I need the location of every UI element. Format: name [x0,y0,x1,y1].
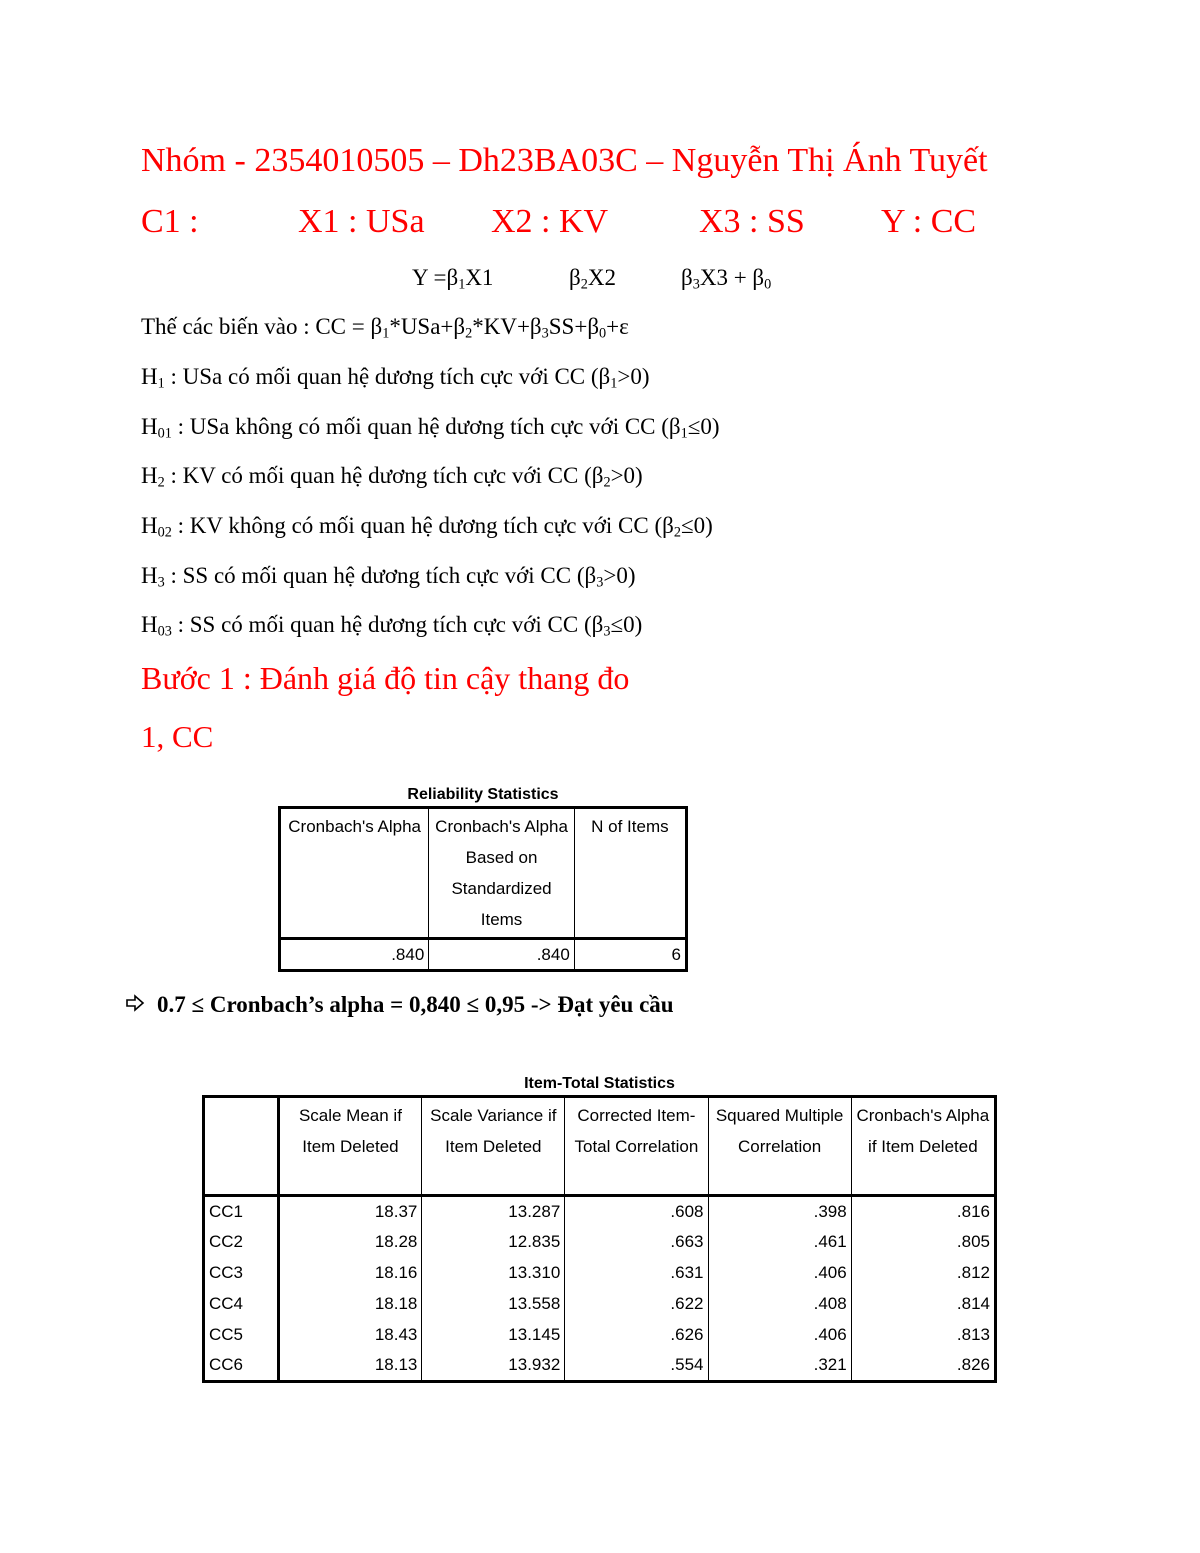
col-scale-mean: Scale Mean if Item Deleted [278,1097,422,1196]
table-cell: 18.43 [278,1320,422,1351]
row-label: CC4 [204,1289,279,1320]
section-heading: 1, CC [141,719,214,754]
hypothesis-h03: $H_{03}$ : SS có mối quan hệ dương tích cực với CC $(\beta_3\le 0)$ [141,612,643,640]
table-row [204,1258,996,1289]
table-cell: 18.37 [278,1196,422,1227]
arrow-right-icon [125,992,145,1018]
regression-equation [0,265,1200,297]
equation-term-1: $Y =\beta_1X1$ [412,265,494,293]
table-cell: .663 [565,1227,708,1258]
col-alpha-if-deleted: Cronbach's Alpha if Item Deleted [851,1097,995,1196]
table-cell: .826 [851,1351,995,1382]
equation-term-3: $\beta_3X3 + \beta_0$ [681,265,772,293]
row-label: CC5 [204,1320,279,1351]
col-item [204,1097,279,1196]
table-row [204,1289,996,1320]
table-row [204,1196,996,1227]
x3-variable: X3 : SS [699,203,805,240]
table-cell: 13.932 [422,1351,565,1382]
table-cell: .813 [851,1320,995,1351]
col-cronbach-alpha: Cronbach's Alpha [280,808,429,939]
table-cell: 13.558 [422,1289,565,1320]
value-n-items: 6 [574,939,686,971]
table-cell: .626 [565,1320,708,1351]
col-n-items: N of Items [574,808,686,939]
reliability-table [278,806,688,972]
col-scale-variance: Scale Variance if Item Deleted [422,1097,565,1196]
hypothesis-h01: $H_{01}$ : USa không có mối quan hệ dương tích cực với CC $(\beta_1\le 0)$ [141,414,720,442]
conclusion-text: 0.7 ≤ Cronbach’s alpha = 0,840 ≤ 0,95 -> Đạt yêu cầu [157,992,674,1017]
table-row [204,1227,996,1258]
table-cell: .461 [708,1227,851,1258]
hypothesis-h3: $H_3$ : SS có mối quan hệ dương tích cực với CC $(\beta_3>0)$ [141,563,636,591]
table-cell: .816 [851,1196,995,1227]
table-cell: .814 [851,1289,995,1320]
col-squared-multiple: Squared Multiple Correlation [708,1097,851,1196]
reliability-table-title: Reliability Statistics [407,786,559,803]
table-cell: .321 [708,1351,851,1382]
document-title: Nhóm - 2354010505 – Dh23BA03C – Nguyễn Thị Ánh Tuyết [141,142,988,179]
table-cell: 13.145 [422,1320,565,1351]
equation-term-2: $\beta_2X2$ [569,265,616,293]
value-cronbach-alpha: .840 [280,939,429,971]
table-row [204,1351,996,1382]
table-cell: .406 [708,1320,851,1351]
table-cell: 12.835 [422,1227,565,1258]
substitution-line: Thế các biến vào : CC = $\beta_1*USa+\beta_2*KV+\beta_3SS+\beta_0+\varepsilon$ [141,314,629,342]
hypothesis-h2: $H_2$ : KV có mối quan hệ dương tích cực với CC $(\beta_2>0)$ [141,463,643,491]
table-cell: .631 [565,1258,708,1289]
table-cell: .622 [565,1289,708,1320]
table-row [204,1320,996,1351]
table-cell: 13.310 [422,1258,565,1289]
table-cell: .406 [708,1258,851,1289]
col-alpha-standardized: Cronbach's Alpha Based on Standardized Items [429,808,575,939]
table-cell: 18.16 [278,1258,422,1289]
y-variable: Y : CC [881,203,977,240]
row-label: CC2 [204,1227,279,1258]
c1-label: C1 : [141,203,199,240]
table-cell: 18.13 [278,1351,422,1382]
table-cell: 18.18 [278,1289,422,1320]
conclusion-line [125,992,674,1018]
table-cell: .408 [708,1289,851,1320]
table-cell: .608 [565,1196,708,1227]
row-label: CC1 [204,1196,279,1227]
item-total-table [202,1095,997,1383]
variables-row [0,203,1200,243]
x1-variable: X1 : USa [298,203,425,240]
item-total-table-title: Item-Total Statistics [524,1075,675,1092]
table-cell: 13.287 [422,1196,565,1227]
x2-variable: X2 : KV [491,203,609,240]
table-cell: .398 [708,1196,851,1227]
table-cell: .812 [851,1258,995,1289]
table-cell: .805 [851,1227,995,1258]
hypothesis-h1: $H_1$ : USa có mối quan hệ dương tích cực với CC $(\beta_1>0)$ [141,364,650,392]
row-label: CC6 [204,1351,279,1382]
value-alpha-standardized: .840 [429,939,575,971]
table-cell: .554 [565,1351,708,1382]
col-corrected-correlation: Corrected Item-Total Correlation [565,1097,708,1196]
hypothesis-h02: $H_{02}$ : KV không có mối quan hệ dương tích cực với CC $(\beta_2\le 0)$ [141,513,713,541]
step-heading: Bước 1 : Đánh giá độ tin cậy thang đo [141,660,630,696]
row-label: CC3 [204,1258,279,1289]
table-cell: 18.28 [278,1227,422,1258]
